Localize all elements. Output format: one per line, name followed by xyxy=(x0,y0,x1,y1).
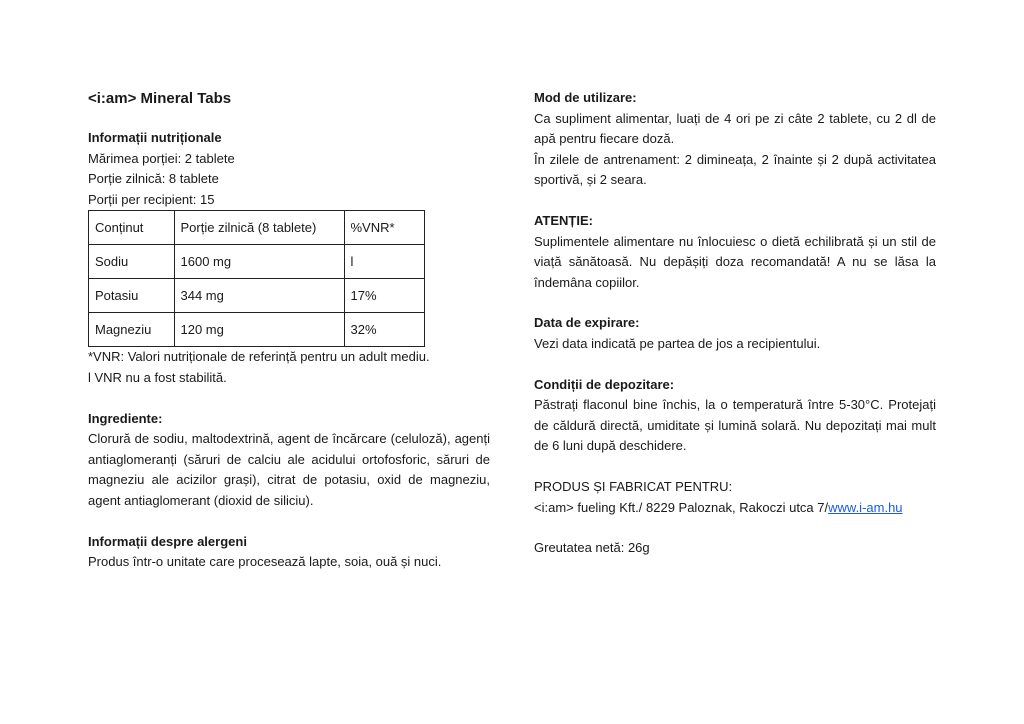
storage-heading: Condiții de depozitare: xyxy=(534,376,675,392)
serving-size: Mărimea porției: 2 tablete xyxy=(88,150,235,166)
training-days-text: În zilele de antrenament: 2 dimineața, 2 înainte și 2 după activitatea sportivă, și 2 seara. xyxy=(534,151,936,188)
website-link[interactable]: www.i-am.hu xyxy=(828,499,903,515)
table-cell: Magneziu xyxy=(89,313,175,347)
net-weight: Greutatea netă: 26g xyxy=(534,540,650,556)
usage-text: Ca supliment alimentar, luați de 4 ori pe zi câte 2 tablete, cu 2 dl de apă pentru fiecare doză. xyxy=(534,110,936,147)
left-column xyxy=(88,88,490,573)
allergens-text: Produs într-o unitate care procesează lapte, soia, ouă și nuci. xyxy=(88,554,442,570)
usage-heading: Mod de utilizare: xyxy=(534,90,637,105)
expiry-heading: Data de expirare: xyxy=(534,315,640,331)
table-cell: 344 mg xyxy=(174,279,344,313)
warning-text: Suplimentele alimentare nu înlocuiesc o dietă echilibrată și un stil de viață sănătoasă. Nu depășiți doza recomandată! A nu se lăsa la îndemâna copiilor. xyxy=(534,233,936,290)
producer-address xyxy=(534,498,936,519)
table-row xyxy=(89,313,425,347)
product-title: <i:am> Mineral Tabs xyxy=(88,90,232,107)
right-column xyxy=(534,88,936,559)
storage-text: Păstrați flaconul bine închis, la o temperatură între 5-30°C. Protejați de căldură directă, umiditate și lumină solară. Nu depozitați mai mult de 6 luni după deschidere. xyxy=(534,397,936,454)
daily-serving: Porție zilnică: 8 tablete xyxy=(88,171,219,187)
table-cell: l xyxy=(344,245,425,279)
vnr-not-established-note: l VNR nu a fost stabilită. xyxy=(88,369,227,385)
table-cell: 17% xyxy=(344,279,425,313)
table-cell: Sodiu xyxy=(89,245,175,279)
nutrition-heading: Informații nutriționale xyxy=(88,130,222,145)
servings-per-container: Porții per recipient: 15 xyxy=(88,191,215,207)
table-cell: 32% xyxy=(344,313,425,347)
table-header-row xyxy=(89,211,425,245)
table-row xyxy=(89,245,425,279)
table-header-cell: %VNR* xyxy=(344,211,425,245)
table-row xyxy=(89,279,425,313)
table-cell: Potasiu xyxy=(89,279,175,313)
table-header-cell: Conținut xyxy=(89,211,175,245)
table-cell: 120 mg xyxy=(174,313,344,347)
warning-heading: ATENȚIE: xyxy=(534,212,593,228)
vnr-footnote: *VNR: Valori nutriționale de referință pentru un adult mediu. xyxy=(88,349,430,365)
ingredients-heading: Ingrediente: xyxy=(88,410,163,426)
ingredients-text: Clorură de sodiu, maltodextrină, agent de încărcare (celuloză), agenți antiaglomeranți (săruri de calciu ale acidului ortofosforic, săruri de magneziu ale acizilor grași), citrat de potasiu, oxid de magneziu, agent antiaglomerant (dioxid de siliciu). xyxy=(88,431,490,508)
nutrition-table xyxy=(88,210,425,347)
allergens-heading: Informații despre alergeni xyxy=(88,533,247,549)
producer-heading: PRODUS ȘI FABRICAT PENTRU: xyxy=(534,478,733,494)
table-cell: 1600 mg xyxy=(174,245,344,279)
producer-address-text: <i:am> fueling Kft./ 8229 Paloznak, Rakoczi utca 7/ xyxy=(534,499,829,515)
table-header-cell: Porție zilnică (8 tablete) xyxy=(174,211,344,245)
expiry-text: Vezi data indicată pe partea de jos a recipientului. xyxy=(534,335,821,351)
